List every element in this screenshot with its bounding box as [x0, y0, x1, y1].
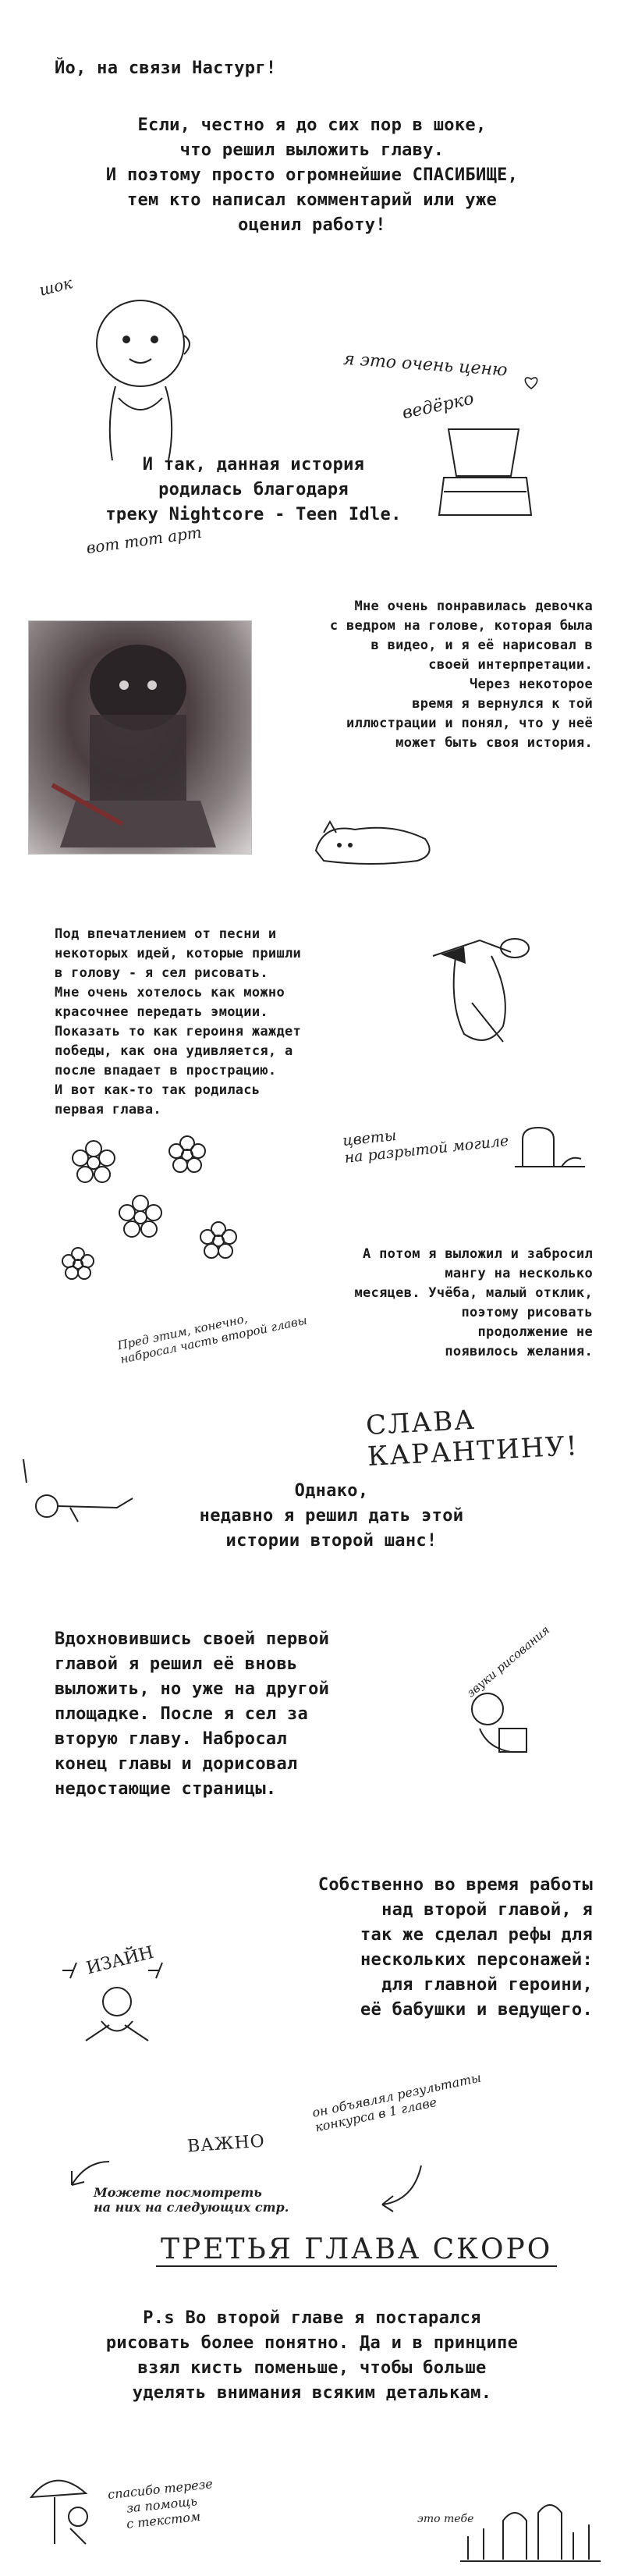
ps-paragraph: P.s Во второй главе я постарался рисовать более понятно. Да и в принципе взял кисть поменьше, чтобы больше уделять внимания всяким деталькам. [105, 2308, 519, 2403]
flowers-drawing [31, 1124, 265, 1327]
curved-arrow-icon [367, 2162, 429, 2216]
refs-paragraph: Собственно во время работы над второй главой, я так же сделал рефы для нескольких персонажей: для главной героини, её бабушки и ведущего. [317, 1875, 593, 2020]
that-art-note: вот тот арт [85, 522, 203, 558]
impression-paragraph: Под впечатлением от песни и некоторых идей, которые пришли в голову - я сел рисовать. Мне очень хотелось как можно красочнее передать эмоции. Показать то как героиня жаждет победы, как она удивляется, а после впадает в прострацию. И вот как-то так родилась первая глава. [55, 926, 302, 1117]
girl-figure [29, 621, 251, 854]
this-is-you-note: это тебе [417, 2513, 474, 2525]
bucket-drawing [425, 421, 542, 523]
flowers-on-grave-note: цветы на разрытой могиле [342, 1126, 510, 1167]
announce-note: он объявлял результаты конкурса в 1 главе [310, 2070, 483, 2135]
mushroom-figure-drawing [23, 2466, 109, 2552]
dancing-figure-drawing [55, 1947, 179, 2064]
important-note: ВАЖНО [186, 2131, 266, 2157]
crowd-drawing [460, 2466, 601, 2567]
girl-with-bucket-illustration [28, 620, 252, 855]
izaing-note: ИЗАЙН [84, 1942, 156, 1979]
shock-note: шок [37, 273, 75, 300]
lying-figure-drawing [16, 1451, 140, 1530]
heart-icon [523, 375, 540, 390]
inspired-paragraph: Вдохновившись своей первой главой я решил её вновь выложить, но уже на другой площадке. После я сел за вторую главу. Набросал конец главы и дорисовал недостающие страницы. [55, 1629, 330, 1799]
shocked-character-drawing [31, 273, 234, 468]
arrow-icon [62, 2154, 117, 2201]
thanks-paragraph: Если, честно я до сих пор в шоке, что решил выложить главу. И поэтому просто огромнейшие СПАСИБИЩЕ, тем кто написал комментарий или уже оценил работу! [105, 115, 519, 235]
grave-drawing [515, 1124, 585, 1171]
second-chance-paragraph: Однако, недавно я решил дать этой истории второй шанс! [199, 1481, 464, 1551]
drawing-sounds-note: звуки рисования [463, 1622, 553, 1700]
cat-drawing [308, 815, 441, 870]
glory-note: СЛАВА КАРАНТИНУ! [365, 1404, 580, 1473]
story-origin: И так, данная история родилась благодаря треку Nightcore - Teen Idle. [105, 455, 402, 524]
drawing-character-drawing [456, 1686, 534, 1764]
third-chapter-soon: ТРЕТЬЯ ГЛАВА СКОРО [156, 2233, 557, 2267]
abandoned-paragraph: А потом я выложил и забросил мангу на несколько месяцев. Учёба, малый отклик, поэтому рисовать продолжение не появилось желания. [354, 1246, 593, 1359]
thanks-teresa-note: спасибо терезе за помощь с текстом [107, 2476, 214, 2532]
greeting: Йо, на связи Настург! [55, 59, 277, 78]
look-next-pages-note: Можете посмотреть на них на следующих стр. [94, 2185, 289, 2215]
sitting-figure-drawing [417, 933, 534, 1065]
bucket-note: ведёрко [400, 389, 476, 424]
appreciate-note: я это очень ценю [342, 349, 509, 381]
liked-girl-paragraph: Мне очень понравилась девочка с ведром на голове, которая была в видео, и я её нарисовал в своей интерпретации. Через некоторое время я вернулся к той иллюстрации и понял, что у неё может быть своя история. [329, 599, 593, 751]
before-this-note: Пред этим, конечно, набросал часть второй главы [115, 1311, 309, 1366]
